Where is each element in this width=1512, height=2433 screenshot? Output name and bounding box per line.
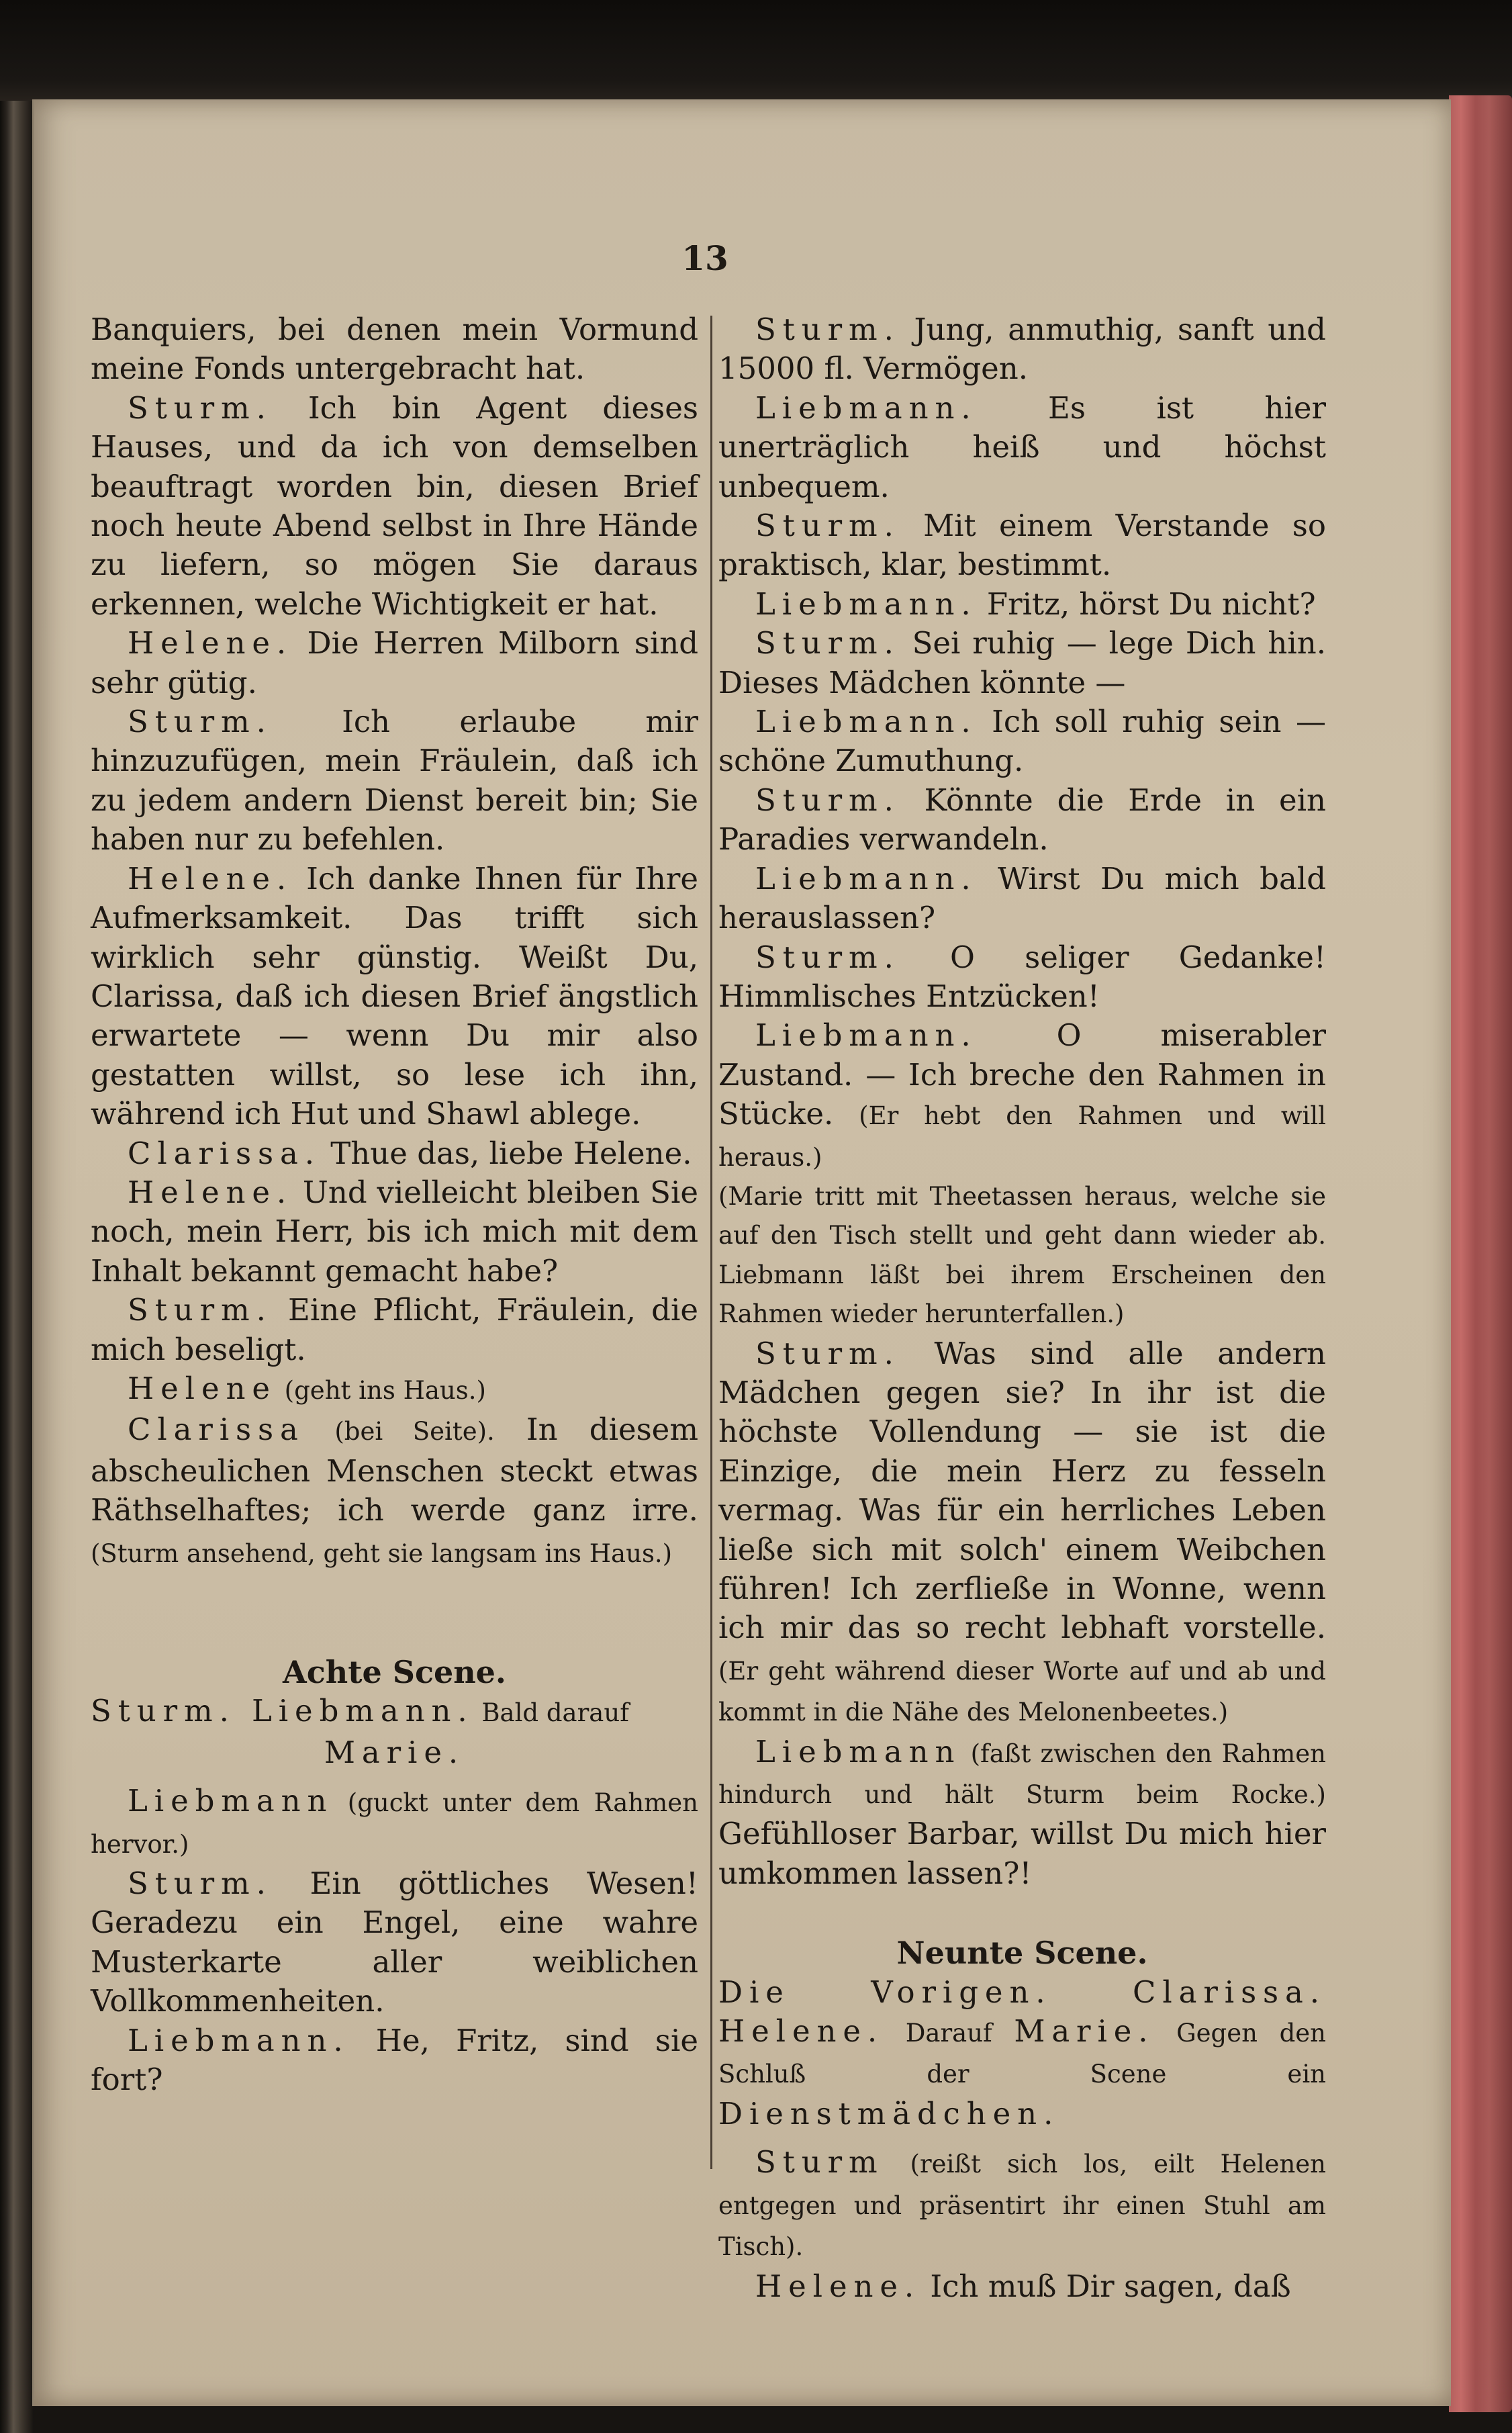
left-p11: Liebmann (guckt unter dem Rahmen hervor.)	[91, 1783, 698, 1859]
scene8-title: Achte Scene.	[283, 1654, 506, 1690]
left-p9: Helene (geht ins Haus.)	[128, 1370, 486, 1406]
left-column	[91, 310, 698, 2099]
left-p10: Clarissa (bei Seite). In diesem abscheulichen Menschen steckt etwas Räthselhaftes; ich werde ganz irre. (Sturm ansehend, geht sie langsam ins Haus.)	[91, 1412, 698, 1568]
left-p4: Sturm. Ich erlaube mir hinzuzufügen, mein Fräulein, daß ich zu jedem andern Dienst bereit bin; Sie haben nur zu befehlen.	[91, 704, 698, 858]
right-q5: Sturm. Sei ruhig — lege Dich hin. Dieses Mädchen könnte —	[718, 625, 1326, 700]
left-p5: Helene. Ich danke Ihnen für Ihre Aufmerksamkeit. Das trifft sich wirklich sehr günstig. Weißt Du, Clarissa, daß ich diesen Brief ängstlich erwartete — wenn Du mir also gestatten willst, so lese ich ihn, während ich Hut und Shawl ablege.	[91, 860, 698, 1132]
spacer	[91, 1772, 698, 1782]
right-q2: Liebmann. Es ist hier unerträglich heiß und höchst unbequem.	[718, 389, 1326, 504]
left-p1: Banquiers, bei denen mein Vormund meine Fonds untergebracht hat.	[91, 312, 698, 387]
scene8-cast: Sturm. Liebmann. Bald darauf	[91, 1693, 629, 1729]
left-p6: Clarissa. Thue das, liebe Helene.	[128, 1135, 692, 1171]
scene9-cast: Die Vorigen. Clarissa. Helene. Darauf Marie. Gegen den Schluß der Scene ein Dienstmädchen.	[718, 1974, 1326, 2131]
right-q10: Liebmann. O miserabler Zustand. — Ich breche den Rahmen in Stücke. (Er hebt den Rahmen und will heraus.)	[718, 1017, 1326, 1172]
left-p13: Liebmann. He, Fritz, sind sie fort?	[91, 2022, 698, 2098]
right-q12: Sturm. Was sind alle andern Mädchen gegen sie? In ihr ist die höchste Vollendung — sie ist die Einzige, die mein Herz zu fesseln vermag. Was für ein herrliches Leben ließe sich mit solch' einem Weibchen führen! Ich zerfließe in Wonne, wenn ich mir das so recht lebhaft vorstelle. (Er geht während dieser Worte auf und ab und kommt in die Nähe des Melonenbeetes.)	[718, 1335, 1326, 1727]
right-q9: Sturm. O seliger Gedanke! Himmlisches Entzücken!	[718, 939, 1326, 1014]
right-q13: Liebmann (faßt zwischen den Rahmen hindurch und hält Sturm beim Rocke.) Gefühlloser Barbar, willst Du mich hier umkommen lassen?!	[718, 1733, 1326, 1891]
right-q4: Liebmann. Fritz, hörst Du nicht?	[755, 586, 1316, 622]
right-q14: Sturm (reißt sich los, eilt Helenen entgegen und präsentirt ihr einen Stuhl am Tisch).	[718, 2144, 1326, 2262]
left-p2: Sturm. Ich bin Agent dieses Hauses, und da ich von demselben beauftragt worden bin, diesen Brief noch heute Abend selbst in Ihre Hände zu liefern, so mögen Sie daraus erkennen, welche Wichtigkeit er hat.	[91, 389, 698, 622]
left-p3: Helene. Die Herren Milborn sind sehr gütig.	[91, 625, 698, 700]
left-p7: Helene. Und vielleicht bleiben Sie noch, mein Herr, bis ich mich mit dem Inhalt bekannt gemacht habe?	[91, 1174, 698, 1289]
right-column	[718, 310, 1326, 2306]
left-p12: Sturm. Ein göttliches Wesen! Geradezu ein Engel, eine wahre Musterkarte aller weiblichen Vollkommenheiten.	[91, 1866, 698, 2019]
right-q1: Sturm. Jung, anmuthig, sanft und 15000 fl. Vermögen.	[718, 312, 1326, 387]
page-number: 13	[681, 238, 728, 278]
scene8-cast-2: Marie.	[324, 1734, 465, 1770]
spacer	[718, 1893, 1326, 1933]
right-q8: Liebmann. Wirst Du mich bald herauslassen?	[718, 860, 1326, 936]
right-q3: Sturm. Mit einem Verstande so praktisch, klar, bestimmt.	[718, 508, 1326, 583]
right-q6: Liebmann. Ich soll ruhig sein — schöne Zumuthung.	[718, 704, 1326, 779]
right-q7: Sturm. Könnte die Erde in ein Paradies verwandeln.	[718, 782, 1326, 858]
right-q15: Helene. Ich muß Dir sagen, daß	[755, 2268, 1291, 2304]
red-page-edge	[1449, 95, 1512, 2412]
column-divider	[710, 316, 712, 2169]
spacer	[718, 2133, 1326, 2143]
top-shadow	[0, 0, 1512, 101]
left-p8: Sturm. Eine Pflicht, Fräulein, die mich beseligt.	[91, 1292, 698, 1367]
scene9-title: Neunte Scene.	[896, 1935, 1148, 1972]
right-q11-stage: (Marie tritt mit Theetassen heraus, welche sie auf den Tisch stellt und geht dann wieder ab. Liebmann läßt bei ihrem Erscheinen den Rahmen wieder herunterfallen.)	[718, 1181, 1326, 1329]
spacer	[91, 1573, 698, 1653]
